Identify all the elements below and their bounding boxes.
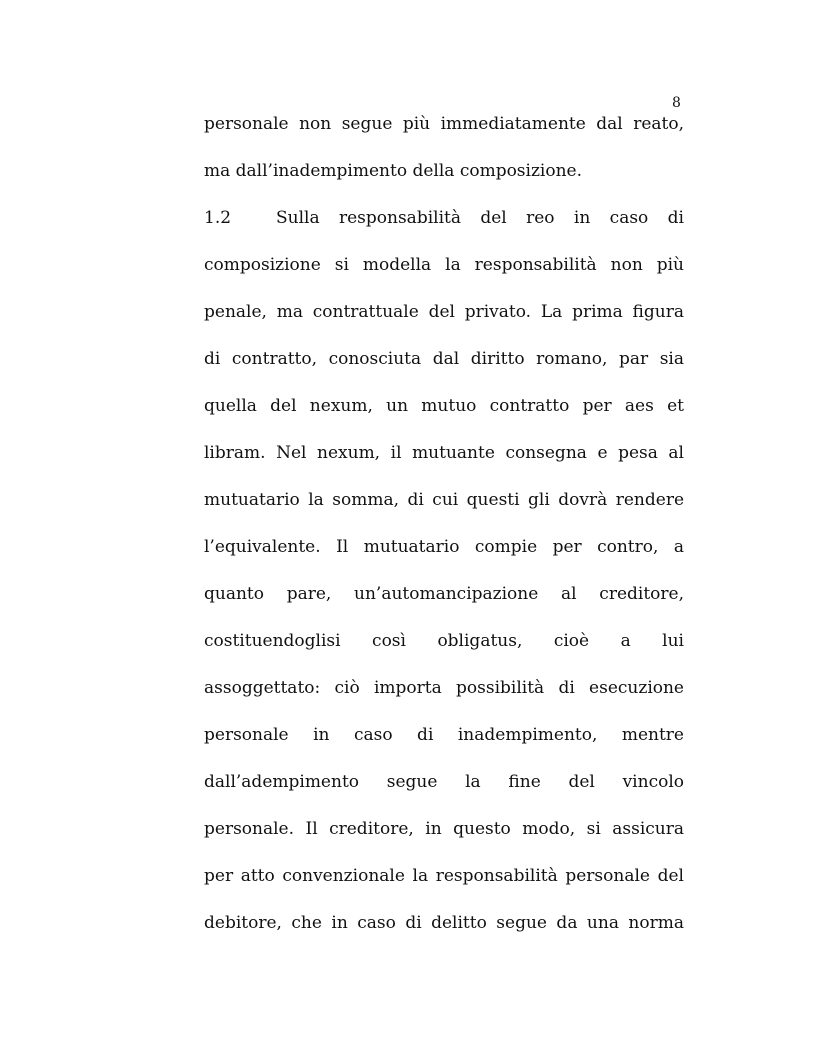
text-line: assoggettato: ciò importa possibilità di esecuzione xyxy=(204,678,684,698)
text-line: personale. Il creditore, in questo modo, si assicura xyxy=(204,819,684,839)
text-line: Sulla responsabilità del reo in caso di xyxy=(276,208,684,228)
text-line: composizione si modella la responsabilità non più xyxy=(204,255,684,275)
page-number: 8 xyxy=(672,95,681,111)
text-line: di contratto, conosciuta dal diritto romano, par sia xyxy=(204,349,684,369)
section-number: 1.2 xyxy=(204,208,232,228)
text-line: ma dall’inadempimento della composizione. xyxy=(204,161,583,181)
text-line: quella del nexum, un mutuo contratto per aes et xyxy=(204,396,684,416)
section-heading-line xyxy=(204,206,684,230)
text-line: debitore, che in caso di delitto segue da una norma xyxy=(204,913,684,933)
text-line: dall’adempimento segue la fine del vincolo xyxy=(204,772,684,792)
text-line: l’equivalente. Il mutuatario compie per contro, a xyxy=(204,537,684,557)
text-line: quanto pare, un’automancipazione al creditore, xyxy=(204,584,684,604)
text-line: personale non segue più immediatamente dal reato, xyxy=(204,114,684,134)
text-line: penale, ma contrattuale del privato. La prima figura xyxy=(204,302,684,322)
text-line: per atto convenzionale la responsabilità personale del xyxy=(204,866,684,886)
text-line: personale in caso di inadempimento, mentre xyxy=(204,725,684,745)
text-line: mutuatario la somma, di cui questi gli dovrà rendere xyxy=(204,490,684,510)
text-line: costituendoglisi così obligatus, cioè a lui xyxy=(204,631,684,651)
text-line: libram. Nel nexum, il mutuante consegna e pesa al xyxy=(204,443,684,463)
